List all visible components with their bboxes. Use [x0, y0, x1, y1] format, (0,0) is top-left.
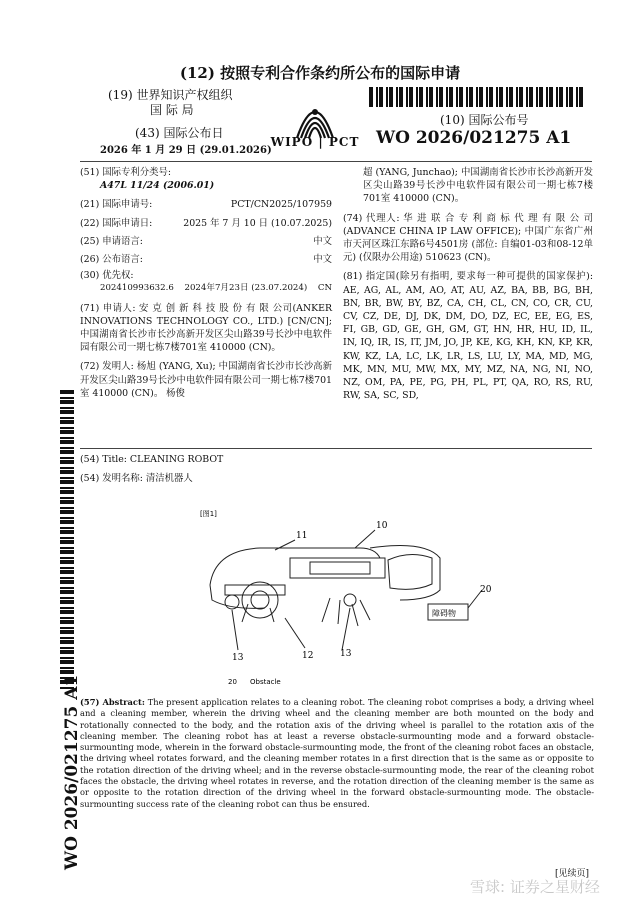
- barcode-bar: [60, 447, 74, 449]
- application-number-label: (21) 国际申请号:: [80, 199, 153, 211]
- designated-states-block: [343, 270, 593, 402]
- document-kind-title: (12) 按照专利合作条约所公布的国际申请: [179, 64, 461, 82]
- barcode-bar: [60, 660, 74, 664]
- filing-date-row: [80, 217, 332, 230]
- filing-date-value: 2025 年 7 月 10 日 (10.07.2025): [183, 217, 332, 229]
- barcode-bar: [60, 437, 74, 439]
- barcode-bar: [376, 87, 378, 107]
- barcode-bar: [60, 390, 74, 394]
- publication-date: 2026 年 1 月 29 日 (29.01.2026): [100, 145, 272, 156]
- barcode-bar: [60, 487, 74, 489]
- continued-marker: [见续页]: [555, 869, 590, 879]
- wheel-bristles: [242, 604, 274, 622]
- abstract-label: (57) Abstract:: [80, 697, 145, 707]
- barcode-bar: [60, 607, 74, 609]
- barcode-bar: [426, 87, 428, 107]
- ref-13-left: 13: [232, 653, 244, 663]
- barcode-bar: [60, 507, 74, 509]
- barcode-bar: [369, 87, 373, 107]
- barcode-bar: [526, 87, 528, 107]
- barcode-bar: [60, 557, 74, 559]
- barcode-bar: [566, 87, 568, 107]
- priority-country: CN: [317, 283, 332, 294]
- barcode-bar: [60, 410, 74, 414]
- bibliographic-left-column: [80, 166, 332, 400]
- barcode-bar: [60, 590, 74, 594]
- title-chinese: (54) 发明名称: 清洁机器人: [80, 473, 193, 484]
- barcode-bar: [549, 87, 553, 107]
- inventor-label: (72) 发明人:: [80, 361, 134, 373]
- robot-rear-housing: [370, 546, 440, 600]
- barcode-bar: [419, 87, 423, 107]
- robot-figure: [170, 500, 530, 690]
- robot-body-top: [210, 548, 380, 585]
- priority-date: 2024年7月23日 (23.07.2024): [184, 283, 308, 294]
- header-divider: [80, 161, 592, 162]
- barcode-bar: [60, 500, 74, 504]
- barcode-bar: [496, 87, 498, 107]
- barcode-bar: [60, 540, 74, 544]
- barcode-bar: [416, 87, 418, 107]
- barcode-bar: [60, 510, 74, 514]
- barcode-bar: [60, 530, 74, 534]
- publication-number: WO 2026/021275 A1: [376, 128, 572, 148]
- barcode-bar: [60, 407, 74, 409]
- applicant-text: 安 克 创 新 科 技 股 份 有 限 公司(ANKER INNOVATIONS TECHNOLOGY CO., LTD.) [CN/CN]; 中国湖南省长沙市长沙高新开发区尖山路39号长沙中电软件园有限公司一期七栋7楼701室 410000 (CN)。: [80, 302, 333, 354]
- leader-12: [285, 618, 305, 648]
- barcode-bar: [466, 87, 468, 107]
- barcode-bar: [60, 560, 74, 564]
- barcode-bar: [60, 627, 74, 629]
- barcode-bar: [60, 430, 74, 434]
- barcode-bar: [60, 550, 74, 554]
- barcode-bar: [489, 87, 493, 107]
- obstacle-label: 障碍物: [432, 609, 456, 618]
- barcode-bar: [469, 87, 473, 107]
- barcode-bar: [60, 640, 74, 644]
- barcode-bar: [479, 87, 483, 107]
- priority-row: [80, 282, 332, 295]
- barcode-bar: [60, 637, 74, 639]
- agent-block: [343, 212, 593, 265]
- caption-text: Obstacle: [250, 678, 281, 686]
- publication-language-label: (26) 公布语言:: [80, 254, 143, 266]
- barcode-bar: [60, 470, 74, 474]
- bibliographic-right-column: [343, 166, 593, 402]
- ipc-value: A47L 11/24 (2006.01): [100, 180, 215, 192]
- barcode-bar: [509, 87, 513, 107]
- barcode-bar: [389, 87, 393, 107]
- barcode-bar: [60, 597, 74, 599]
- brush-bristles: [322, 598, 370, 626]
- applicant-label: (71) 申请人:: [80, 302, 136, 314]
- priority-label: (30) 优先权:: [80, 270, 134, 282]
- barcode-bar: [60, 497, 74, 499]
- barcode-bar: [569, 87, 573, 107]
- abstract-text: The present application relates to a cleaning robot. The cleaning robot comprises a body, a driving wheel and a cleaning member, wherein the driving wheel and the cleaning member are both mounted on the body and rotationally connected to the body, and the rotation axis of the driving wheel is parallel to the rotation axis of the cleaning member. The cleaning robot has at least a reverse obstacle-surmounting mode and a forward obstacle-surmounting mode, wherein in the forward obstacle-surmounting mode, the front of the cleaning robot faces an obstacle, the driving wheel rotates forward, and the cleaning member rotates in a first direction that is the same as or opposite to the rotation direction of the driving wheel; and in the reverse obstacle-surmounting mode, the rear of the cleaning robot faces the obstacle, the driving wheel rotates in reverse, and the rotation direction of the cleaning member is the same as or opposite to the rotation direction of the driving wheel in the forward obstacle-surmounting mode. The obstacle-surmounting success rate of the cleaning robot can thus be ensured.: [80, 697, 594, 809]
- barcode-bar: [60, 517, 74, 519]
- barcode-bar: [60, 477, 74, 479]
- barcode-bar: [60, 440, 74, 444]
- barcode-bar: [536, 87, 538, 107]
- top-barcode: [369, 87, 585, 107]
- barcode-bar: [60, 587, 74, 589]
- ref-20: 20: [480, 585, 492, 595]
- application-number-row: [80, 198, 332, 211]
- barcode-bar: [60, 577, 74, 579]
- barcode-bar: [60, 520, 74, 524]
- barcode-bar: [60, 600, 74, 604]
- barcode-bar: [60, 527, 74, 529]
- robot-bumper: [225, 585, 285, 595]
- barcode-bar: [60, 417, 74, 419]
- barcode-bar: [556, 87, 558, 107]
- barcode-bar: [406, 87, 408, 107]
- title-english: (54) Title: CLEANING ROBOT: [80, 454, 224, 465]
- barcode-bar: [60, 420, 74, 424]
- barcode-bar: [436, 87, 438, 107]
- barcode-bar: [60, 670, 74, 674]
- filing-language-label: (25) 申请语言:: [80, 235, 143, 247]
- barcode-bar: [399, 87, 403, 107]
- inventor-continued: 超 (YANG, Junchao); 中国湖南省长沙市长沙高新开发区尖山路39号长沙中电软件园有限公司一期七栋7楼701室 410000 (CN)。: [363, 167, 593, 205]
- barcode-bar: [60, 647, 74, 649]
- barcode-bar: [379, 87, 383, 107]
- filing-language-value: 中文: [313, 235, 332, 247]
- ipc-label: (51) 国际专利分类号:: [80, 167, 172, 178]
- publication-date-label: (43) 国际公布日: [135, 126, 224, 140]
- cleaning-member-rear: [344, 594, 356, 606]
- side-publication-number: WO 2026/021275 A1: [62, 674, 82, 870]
- barcode-bar: [60, 567, 74, 569]
- barcode-bar: [60, 457, 74, 459]
- abstract: [80, 697, 594, 810]
- driving-wheel-hub: [251, 591, 269, 609]
- filing-language-row: [80, 235, 332, 248]
- robot-tank: [388, 554, 432, 589]
- barcode-bar: [459, 87, 463, 107]
- barcode-bar: [519, 87, 523, 107]
- ref-11: 11: [296, 531, 308, 541]
- side-barcode: [60, 390, 74, 690]
- publication-language-value: 中文: [313, 254, 332, 266]
- driving-wheel: [242, 582, 278, 618]
- title-divider: [80, 448, 592, 449]
- barcode-bar: [386, 87, 388, 107]
- inventor-block: [80, 360, 332, 400]
- barcode-bar: [476, 87, 478, 107]
- priority-number: 202410993632.6: [100, 283, 174, 294]
- barcode-bar: [60, 617, 74, 619]
- barcode-bar: [449, 87, 453, 107]
- designated-states-label: (81) 指定国(除另有指明, 要求每一种可提供的国家保护):: [343, 271, 593, 283]
- leader-10: [355, 530, 375, 548]
- source-watermark: 雪球: 证券之星财经: [470, 878, 600, 896]
- organization-name: (19) 世界知识产权组织: [108, 88, 233, 102]
- barcode-bar: [60, 397, 74, 399]
- barcode-bar: [539, 87, 543, 107]
- inventor-text: 杨旭 (YANG, Xu); 中国湖南省长沙市长沙高新开发区尖山路39号长沙中电软件园有限公司一期七栋7楼701室 410000 (CN)。 杨俊: [80, 361, 332, 399]
- barcode-bar: [579, 87, 583, 107]
- caption-number: 20: [228, 678, 237, 686]
- barcode-bar: [60, 427, 74, 429]
- barcode-bar: [60, 620, 74, 624]
- barcode-bar: [60, 657, 74, 659]
- leader-13b: [342, 608, 350, 650]
- application-number-value: PCT/CN2025/107959: [230, 199, 332, 211]
- barcode-bar: [60, 570, 74, 574]
- barcode-bar: [60, 490, 74, 494]
- barcode-bar: [559, 87, 563, 107]
- barcode-bar: [546, 87, 548, 107]
- barcode-bar: [60, 547, 74, 549]
- bureau-name: 国 际 局: [150, 103, 194, 117]
- barcode-bar: [456, 87, 458, 107]
- barcode-bar: [506, 87, 508, 107]
- barcode-bar: [60, 580, 74, 584]
- leader-13a: [232, 610, 238, 650]
- barcode-bar: [60, 610, 74, 614]
- filing-date-label: (22) 国际申请日:: [80, 217, 153, 229]
- barcode-bar: [516, 87, 518, 107]
- barcode-bar: [529, 87, 533, 107]
- robot-body-bottom: [210, 585, 265, 608]
- robot-front-panel: [290, 558, 385, 578]
- barcode-bar: [446, 87, 448, 107]
- barcode-bar: [60, 630, 74, 634]
- robot-window: [310, 562, 370, 574]
- applicant-block: [80, 302, 332, 355]
- barcode-bar: [60, 460, 74, 464]
- barcode-bar: [439, 87, 443, 107]
- designated-states-list: AE, AG, AL, AM, AO, AT, AU, AZ, BA, BB, BG, BH, BN, BR, BW, BY, BZ, CA, CH, CL, CN, CO, CR, CU, CV, CZ, DE, DJ, DK, DM, DO, DZ, EC, EE, EG, ES, FI, GB, GD, GE, GH, GM, GT, HN, HR, HU, ID, IL, IN, IQ, IR, IS, IT, JM, JO, JP, KE, KG, KH, KN, KP, KR, KW, KZ, LA, LC, LK, LR, LS, LU, LY, MA, MD, MG, MK, MN, MU, MW, MX, MY, MZ, NA, NG, NI, NO, NZ, OM, PA, PE, PG, PH, PL, PT, QA, RO, RS, RU, RW, SA, SC, SD,: [343, 284, 593, 402]
- figure-label: [图1]: [200, 510, 217, 518]
- barcode-bar: [60, 450, 74, 454]
- barcode-bar: [429, 87, 433, 107]
- barcode-bar: [486, 87, 488, 107]
- wipo-pct-logo-text: WIPO | PCT: [270, 135, 360, 149]
- barcode-bar: [576, 87, 578, 107]
- ref-10: 10: [376, 521, 388, 531]
- agent-label: (74) 代理人:: [343, 212, 400, 224]
- barcode-bar: [409, 87, 413, 107]
- barcode-bar: [60, 650, 74, 654]
- publication-language-row: [80, 253, 332, 266]
- barcode-bar: [60, 400, 74, 404]
- ref-13-right: 13: [340, 649, 352, 659]
- barcode-bar: [60, 537, 74, 539]
- barcode-bar: [60, 667, 74, 669]
- barcode-bar: [396, 87, 398, 107]
- barcode-bar: [60, 467, 74, 469]
- agent-text: 华 进 联 合 专 利 商 标 代 理 有 限 公 司 (ADVANCE CHINA IP LAW OFFICE); 中国广东省广州市天河区珠江东路6号4501房 (部位: 自编01-03和08-12单元) (仅限办公用途) 510623 (CN)。: [343, 212, 593, 264]
- publication-number-label: (10) 国际公布号: [440, 113, 529, 127]
- barcode-bar: [60, 480, 74, 484]
- barcode-bar: [499, 87, 503, 107]
- ref-12: 12: [302, 651, 314, 661]
